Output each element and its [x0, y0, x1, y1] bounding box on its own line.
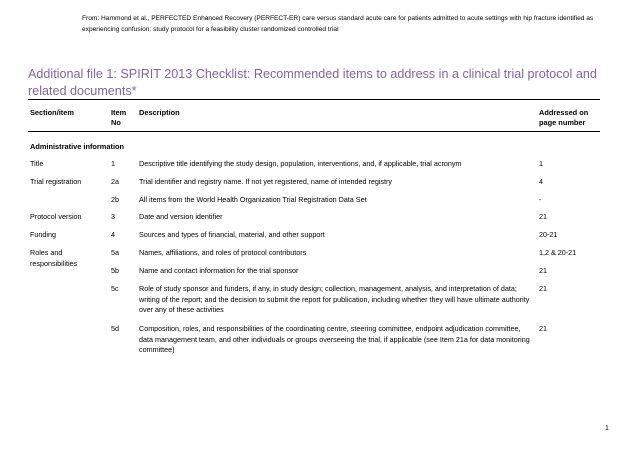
row-page: 21	[539, 212, 547, 221]
row-page: -	[539, 195, 542, 204]
row-description: Trial identifier and registry name. If not yet registered, name of intended registry	[139, 177, 393, 186]
row-description: Role of study sponsor and funders, if any, in study design; collection, management, analysis, and interpretation of data; writing of the report; and the decision to submit the report for publication, including whether they will have ultimate authority over any of these activities	[139, 284, 530, 314]
row-page: 21	[539, 324, 547, 333]
col-header-section: Section/item	[30, 108, 74, 117]
row-description: Names, affiliations, and roles of protocol contributors	[139, 248, 307, 257]
row-item-no: 2a	[111, 177, 119, 186]
section-heading: Administrative information	[30, 142, 125, 151]
row-page: 1	[539, 159, 543, 168]
row-page: 21	[539, 284, 547, 293]
col-header-item-no: Item No	[111, 108, 127, 127]
row-section: Funding	[30, 230, 56, 239]
row-item-no: 4	[111, 230, 115, 239]
row-description: All items from the World Health Organization Trial Registration Data Set	[139, 195, 367, 204]
row-page: 1,2 & 20-21	[539, 248, 577, 257]
row-section: Roles and responsibilities	[30, 248, 78, 268]
row-description: Composition, roles, and responsibilities of the coordinating centre, steering committee, endpoint adjudication committee, data management team, and other individuals or groups overseeing the trial, if applicable (see Item 21a for data monitoring committee)	[139, 324, 530, 354]
row-item-no: 3	[111, 212, 115, 221]
document-title: Additional file 1: SPIRIT 2013 Checklist: Recommended items to address in a clinical trial protocol and related documents*	[28, 67, 597, 98]
source-citation: From: Hammond et al., PERFECTED Enhanced Recovery (PERFECT-ER) care versus standard acute care for patients admitted to acute settings with hip fracture identified as experiencing confusion: study protocol for a feasibility cluster randomized controlled trial	[82, 15, 594, 33]
row-description: Name and contact information for the trial sponsor	[139, 266, 299, 275]
col-header-description: Description	[139, 108, 180, 117]
row-item-no: 5d	[111, 324, 119, 333]
row-page: 20-21	[539, 230, 558, 239]
row-section: Title	[30, 159, 44, 168]
row-item-no: 1	[111, 159, 115, 168]
title-rule	[28, 99, 600, 100]
row-item-no: 5a	[111, 248, 119, 257]
row-description: Descriptive title identifying the study design, population, interventions, and, if applicable, trial acronym	[139, 159, 462, 168]
page-number: 1	[605, 425, 609, 432]
col-header-page: Addressed on page number	[539, 108, 589, 127]
row-item-no: 2b	[111, 195, 119, 204]
row-description: Sources and types of financial, material, and other support	[139, 230, 325, 239]
row-item-no: 5c	[111, 284, 119, 293]
row-section: Trial registration	[30, 177, 82, 186]
row-section: Protocol version	[30, 212, 82, 221]
row-page: 4	[539, 177, 543, 186]
row-page: 21	[539, 266, 547, 275]
header-rule	[28, 131, 600, 132]
row-description: Date and version identifier	[139, 212, 223, 221]
row-item-no: 5b	[111, 266, 119, 275]
